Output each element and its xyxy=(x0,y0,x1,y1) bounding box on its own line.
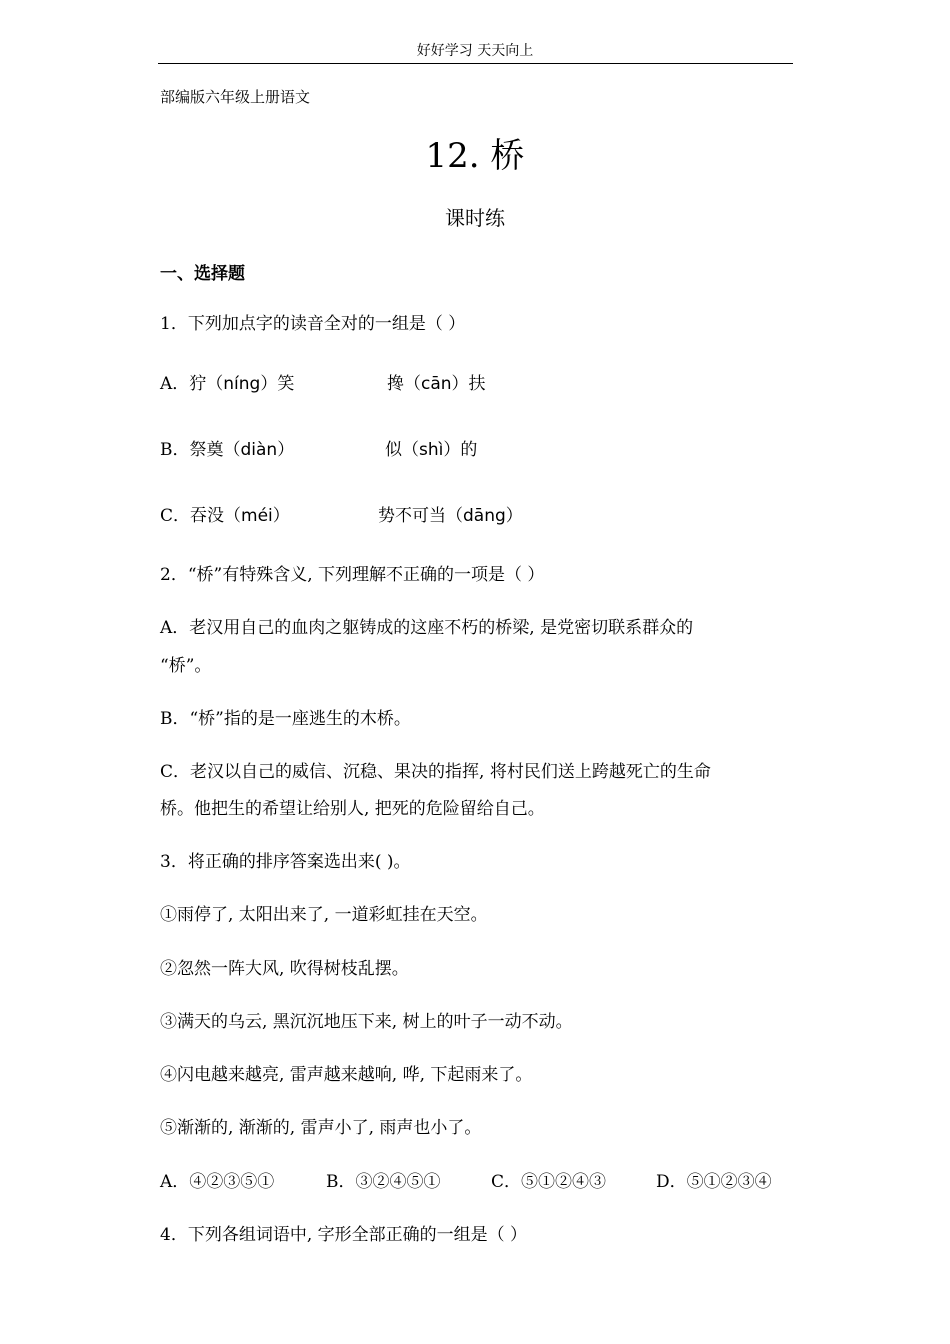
q1-b2-text: 似（ xyxy=(385,440,419,460)
q1-option-c-part2 xyxy=(378,501,523,526)
header-motto: 好好学习 天天向上 xyxy=(416,43,534,59)
q1-a-text: A．狞（ xyxy=(160,374,224,394)
q1-a-pinyin: níng xyxy=(223,374,261,394)
question-1-stem: 1．下列加点字的读音全对的一组是（ ） xyxy=(160,314,466,334)
page-subtitle: 课时练 xyxy=(445,206,505,230)
q1-option-b-part2 xyxy=(385,435,477,460)
q2-option-a-line2: “桥”。 xyxy=(160,656,212,676)
q1-option-c-part1 xyxy=(160,501,290,526)
q3-option-c: C．⑤①②④③ xyxy=(491,1172,607,1192)
q2-option-a-line1: A．老汉用自己的血肉之躯铸成的这座不朽的桥梁, 是党密切联系群众的 xyxy=(160,618,694,638)
section-heading: 一、选择题 xyxy=(160,264,245,284)
q2-option-b: B．“桥”指的是一座逃生的木桥。 xyxy=(160,709,411,729)
question-2-stem: 2．“桥”有特殊含义, 下列理解不正确的一项是（ ） xyxy=(160,565,545,585)
question-3-stem: 3．将正确的排序答案选出来( )。 xyxy=(160,852,411,872)
q1-a2-text: 搀（ xyxy=(387,374,421,394)
q3-option-d: D．⑤①②③④ xyxy=(656,1172,772,1192)
q1-b2-pinyin: shì xyxy=(419,440,444,460)
q1-option-a-part2 xyxy=(387,369,486,394)
q3-sentence-3: ③满天的乌云, 黑沉沉地压下来, 树上的叶子一动不动。 xyxy=(160,1012,573,1032)
q1-b-end: ） xyxy=(277,440,295,460)
q1-a2-end: ）扶 xyxy=(451,374,486,394)
page-title: 12. 桥 xyxy=(425,136,525,176)
q1-a2-pinyin: cān xyxy=(421,374,452,394)
question-4-stem: 4．下列各组词语中, 字形全部正确的一组是（ ） xyxy=(160,1225,528,1245)
q1-c2-text: 势不可当（ xyxy=(378,506,463,526)
q1-a-end: ）笑 xyxy=(260,374,295,394)
q3-option-b: B．③②④⑤① xyxy=(326,1172,441,1192)
q3-option-a: A．④②③⑤① xyxy=(160,1172,275,1192)
q1-c-text: C．吞没（ xyxy=(160,506,242,526)
course-label: 部编版六年级上册语文 xyxy=(160,88,311,106)
q2-option-c-line1: C．老汉以自己的威信、沉稳、果决的指挥, 将村民们送上跨越死亡的生命 xyxy=(160,762,711,782)
q1-c2-end: ） xyxy=(505,506,523,526)
q1-b2-end: ）的 xyxy=(443,440,478,460)
q1-c-end: ） xyxy=(272,506,290,526)
q1-c-pinyin: méi xyxy=(241,506,273,526)
q1-option-a-part1 xyxy=(160,369,294,394)
q1-b-pinyin: diàn xyxy=(240,440,278,460)
q1-c2-pinyin: dāng xyxy=(463,506,506,526)
q1-option-b-part1 xyxy=(160,435,294,460)
q3-sentence-1: ①雨停了, 太阳出来了, 一道彩虹挂在天空。 xyxy=(160,905,488,925)
q2-option-c-line2: 桥。他把生的希望让给别人, 把死的危险留给自己。 xyxy=(160,799,545,819)
header-rule xyxy=(158,63,793,64)
q3-sentence-5: ⑤渐渐的, 渐渐的, 雷声小了, 雨声也小了。 xyxy=(160,1118,482,1138)
q3-sentence-2: ②忽然一阵大风, 吹得树枝乱摆。 xyxy=(160,959,409,979)
q1-b-text: B．祭奠（ xyxy=(160,440,241,460)
q3-sentence-4: ④闪电越来越亮, 雷声越来越响, 哗, 下起雨来了。 xyxy=(160,1065,533,1085)
